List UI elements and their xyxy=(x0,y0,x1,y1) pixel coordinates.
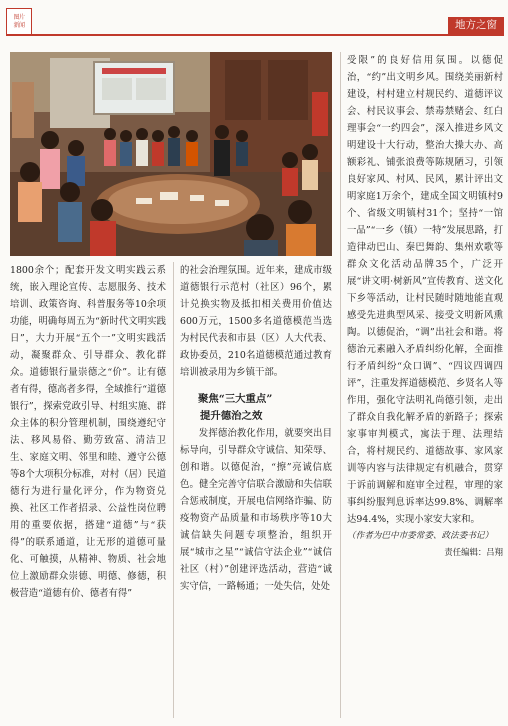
paragraph: 的社会治理氛围。近年来，建成市级道德银行示范村（社区）96个，累计兑换实物及抵扣相关费用价值达600万元，1500多名道德模范当选为村民代表和市县（区）人大代表、政协委员，210名道德模范通过教育培训被录用为乡镇干部。 xyxy=(180,265,332,378)
author-note: （作者为巴中市委常委、政法委书记） xyxy=(347,531,494,541)
header-rule xyxy=(6,34,504,36)
section-tab: 地方之窗 xyxy=(448,17,504,34)
logo-text-bottom: 新闻 xyxy=(13,22,25,29)
article-column-1 xyxy=(10,262,166,602)
section-heading-line2: 提升德治之效 xyxy=(200,410,263,422)
paragraph: 1800余个；配套开发文明实践云系统，嵌入理论宣传、志愿服务、技术培训、政策咨询、科普服务等10余项功能，明确每周五为“新时代文明实践日”，大力开展“五个一”文明实践活动，凝聚群众、引导群众、教化群众。道德银行量崇德之“价”。让有德者有得，德高者多得，全域推行“道德银行”，探索党政引导、村组实施、群众主体的积分管理机制，围绕遵纪守法、移风易俗、勤劳致富、清洁卫生、家庭文明、邻里和睦、遵守公德等8个大项积分标准，对村（居）民道德行为进行量化评分，作为物资兑换、社区工作者招录、公益性岗位聘用的重要依据，搭建“道德”与“获得”的联系通道，让无形的道德可量化、可触摸，从精神、物质、社会地位上激励群众崇德、明德、修德，积极营造“道德有价、德者有得” xyxy=(10,265,166,599)
paragraph: 受限”的良好信用氛围。以德促治，“约”出文明乡风。围绕美丽新村建设，村村建立村规民约、道德评议会、村民议事会、禁毒禁赌会、红白理事会“一约四会”，深入推进乡风文明建设十大行动，整治大操大办、高额彩礼、铺张浪费等陈规陋习，引领良好家风、村风、民风，累计评出文明家庭1万余个，建成全国文明镇村9个、省级文明镇村31个；坚持“一馆一品”“一乡（镇）一特”发展思路，打造律动巴山、秦巴舞韵、集州欢歌等群众文化活动品牌35个，广泛开展“讲文明·树新风”宣传教育、送文化下乡等活动，让村民随时随地能直观感受先进典型风采、接受文明新风熏陶。以德促治，“调”出社会和谐。将德治元素融入矛盾纠纷化解，全面推行矛盾纠纷“众口调”、“四议四调四评”，注重发挥道德模范、乡贤名人等作用，强化守法明礼尚德引领，走出了群众自我化解矛盾的新路子；探索家事审判模式，寓法于理、法理结合，将村规民约、道德故事、家风家训等内容与法律规定有机融合，贯穿于诉前调解和庭审全过程，审理的家事纠纷服判息诉率达99.8%、调解率达94.4%，实现小家安大家和。 xyxy=(347,55,503,525)
section-heading-line1: 聚焦“三大重点” xyxy=(198,393,273,405)
column-divider-left xyxy=(173,262,174,718)
news-photo xyxy=(10,52,332,256)
logo-text-top: 图片 xyxy=(13,14,25,21)
article-column-3 xyxy=(347,52,503,560)
paragraph: 发挥德治教化作用，就要突出目标导向，引导群众守诚信、知荣辱、创和谐。以德促治，“擦”亮诚信底色。健全完善守信联合激励和失信联合惩戒制度，开展电信网络诈骗、防疫物资产品质量和市场秩序等10大诚信缺失问题专项整治，组织开展“城市之星”“诚信守法企业”“诚信社区（村）”创建评选活动，营造“诚实守信，一路畅通；一处失信，处处 xyxy=(180,428,332,592)
magazine-logo xyxy=(6,8,32,36)
column-divider-right xyxy=(340,52,341,718)
article-column-2 xyxy=(180,262,332,595)
responsible-editor: 责任编辑：吕翔 xyxy=(444,547,503,557)
